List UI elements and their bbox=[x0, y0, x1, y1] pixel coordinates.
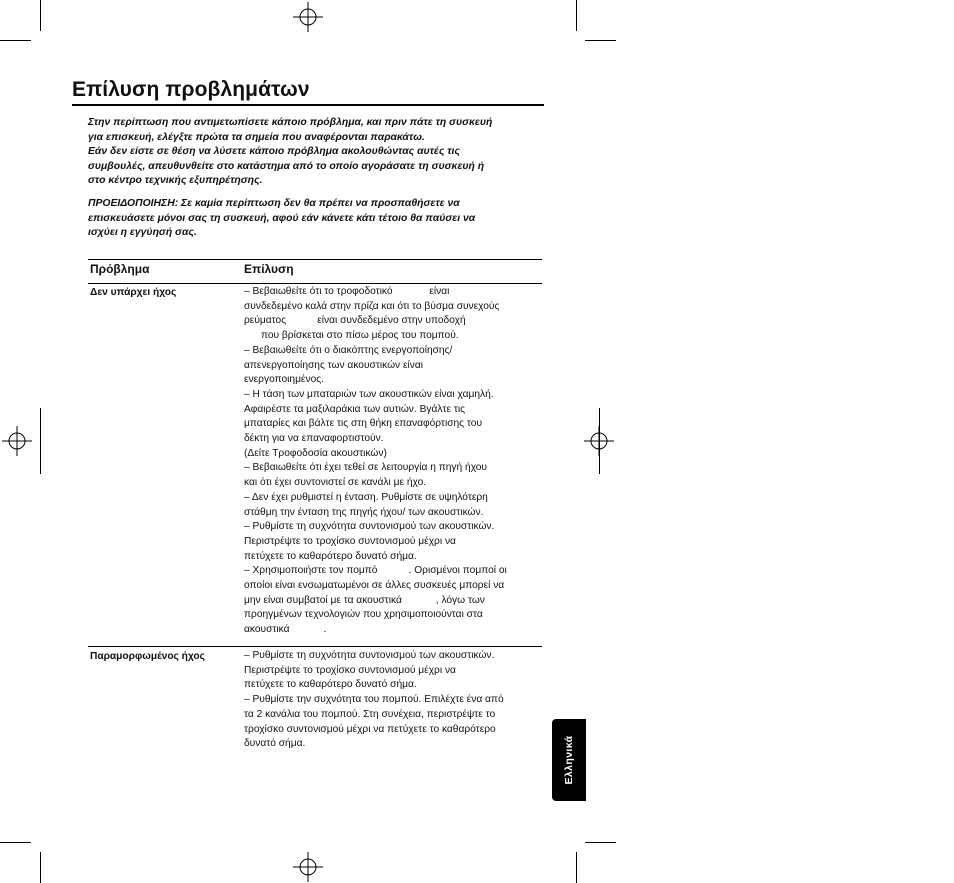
solution-line: απενεργοποίησης των ακουστικών είναι bbox=[244, 359, 424, 371]
registration-mark-icon bbox=[2, 426, 32, 456]
solution-line: – Ρυθμίστε την συχνότητα του πομπού. Επιλέχτε ένα από bbox=[244, 694, 504, 706]
solution-line: προηγμένων τεχνολογιών που χρησιμοποιούνται στα bbox=[244, 609, 483, 621]
solution-line: – Βεβαιωθείτε ότι ο διακόπτης ενεργοποίησης/ bbox=[244, 344, 453, 356]
solution-line: – Η τάση των μπαταριών των ακουστικών είναι χαμηλή. bbox=[244, 388, 494, 400]
solution-line: στάθμη την ένταση της πηγής ήχου/ των ακουστικών. bbox=[244, 506, 484, 518]
solution-line: συνδεδεμένο καλά στην πρίζα και ότι το βύσμα συνεχούς bbox=[244, 300, 500, 312]
solution-distorted-sound bbox=[244, 649, 544, 752]
solution-line: ακουστικά . bbox=[244, 624, 327, 636]
table-row-divider bbox=[88, 646, 542, 647]
solution-line: ενεργοποιημένος. bbox=[244, 374, 324, 386]
crop-mark bbox=[0, 40, 31, 41]
solution-line: Περιστρέψτε το τροχίσκο συντονισμού μέχρι να bbox=[244, 535, 456, 547]
solution-line: μην είναι συμβατοί με τα ακουστικά , λόγω των bbox=[244, 594, 485, 606]
solution-no-sound bbox=[244, 285, 544, 638]
crop-mark bbox=[599, 408, 600, 474]
solution-line: – Ρυθμίστε τη συχνότητα συντονισμού των ακουστικών. bbox=[244, 521, 495, 533]
intro-line: στο κέντρο τεχνικής εξυπηρέτησης. bbox=[88, 175, 263, 187]
page-title: Επίλυση προβλημάτων bbox=[72, 78, 310, 101]
solution-line: και ότι έχει συντονιστεί σε κανάλι με ήχο. bbox=[244, 477, 427, 489]
title-divider bbox=[72, 104, 544, 106]
intro-paragraph bbox=[88, 116, 548, 189]
solution-line: πετύχετε το καθαρότερο δυνατό σήμα. bbox=[244, 679, 417, 691]
solution-line: τα 2 κανάλια του πομπού. Στη συνέχεια, περιστρέψτε το bbox=[244, 708, 496, 720]
crop-mark bbox=[576, 852, 577, 883]
solution-line: δέκτη για να επαναφορτιστούν. bbox=[244, 433, 384, 445]
warning-line: επισκευάσετε μόνοι σας τη συσκευή, αφού εάν κάνετε κάτι τέτοιο θα παύσει να bbox=[88, 212, 476, 224]
crop-mark bbox=[585, 842, 616, 843]
registration-mark-icon bbox=[293, 2, 323, 32]
warning-line: ισχύει η εγγύησή σας. bbox=[88, 227, 197, 239]
column-header-problem: Πρόβλημα bbox=[90, 262, 150, 276]
table-top-divider bbox=[88, 259, 542, 260]
intro-line: Εάν δεν είστε σε θέση να λύσετε κάποιο πρόβλημα ακολουθώντας αυτές τις bbox=[88, 146, 460, 158]
solution-line: δυνατό σήμα. bbox=[244, 738, 306, 750]
solution-line: – Ρυθμίστε τη συχνότητα συντονισμού των ακουστικών. bbox=[244, 650, 495, 661]
crop-mark bbox=[40, 408, 41, 474]
solution-line: πετύχετε το καθαρότερο δυνατό σήμα. bbox=[244, 550, 417, 562]
crop-mark bbox=[40, 0, 41, 31]
solution-line: – Βεβαιωθείτε ότι έχει τεθεί σε λειτουργία η πηγή ήχου bbox=[244, 462, 488, 474]
crop-mark bbox=[40, 852, 41, 883]
crop-mark bbox=[0, 842, 31, 843]
solution-line: μπαταρίες και βάλτε τις στη θήκη επαναφόρτισης του bbox=[244, 418, 483, 430]
solution-line: οποίοι είναι ενσωματωμένοι σε άλλες συσκευές μπορεί να bbox=[244, 580, 505, 592]
solution-line: – Δεν έχει ρυθμιστεί η ένταση. Ρυθμίστε σε υψηλότερη bbox=[244, 491, 488, 503]
warning-line: ΠΡΟΕΙΔΟΠΟΙΗΣΗ: Σε καμία περίπτωση δεν θα πρέπει να προσπαθήσετε να bbox=[88, 198, 460, 209]
solution-line: Αφαιρέστε τα μαξιλαράκια των αυτιών. Βγάλτε τις bbox=[244, 403, 466, 415]
solution-line: τροχίσκο συντονισμού μέχρι να πετύχετε το καθαρότερο bbox=[244, 723, 496, 735]
problem-no-sound: Δεν υπάρχει ήχος bbox=[90, 287, 177, 298]
warning-paragraph bbox=[88, 197, 548, 241]
solution-line: – Βεβαιωθείτε ότι το τροφοδοτικό είναι bbox=[244, 286, 450, 297]
solution-line: που βρίσκεται στο πίσω μέρος του πομπού. bbox=[244, 330, 459, 342]
crop-mark bbox=[576, 0, 577, 31]
intro-line: συμβουλές, απευθυνθείτε στο κατάστημα από το οποίο αγοράσατε τη συσκευή ή bbox=[88, 160, 485, 172]
language-tab-label: Ελληνικά bbox=[563, 735, 575, 785]
solution-line: ρεύματος είναι συνδεδεμένο στην υποδοχή bbox=[244, 315, 466, 327]
column-header-solution: Επίλυση bbox=[244, 262, 294, 276]
crop-mark bbox=[585, 40, 616, 41]
solution-line: Περιστρέψτε το τροχίσκο συντονισμού μέχρι να bbox=[244, 664, 456, 676]
solution-line: (Δείτε Τροφοδοσία ακουστικών) bbox=[244, 447, 387, 459]
intro-line: για επισκευή, ελέγξτε πρώτα τα σημεία που αναφέρονται παρακάτω. bbox=[88, 131, 425, 143]
language-tab bbox=[552, 719, 586, 801]
registration-mark-icon bbox=[293, 852, 323, 882]
table-header-divider bbox=[88, 283, 542, 284]
intro-line: Στην περίπτωση που αντιμετωπίσετε κάποιο πρόβλημα, και πριν πάτε τη συσκευή bbox=[88, 117, 493, 128]
solution-line: – Χρησιμοποιήστε τον πομπό . Ορισμένοι πομποί οι bbox=[244, 565, 507, 577]
problem-distorted-sound: Παραμορφωμένος ήχος bbox=[90, 651, 205, 662]
